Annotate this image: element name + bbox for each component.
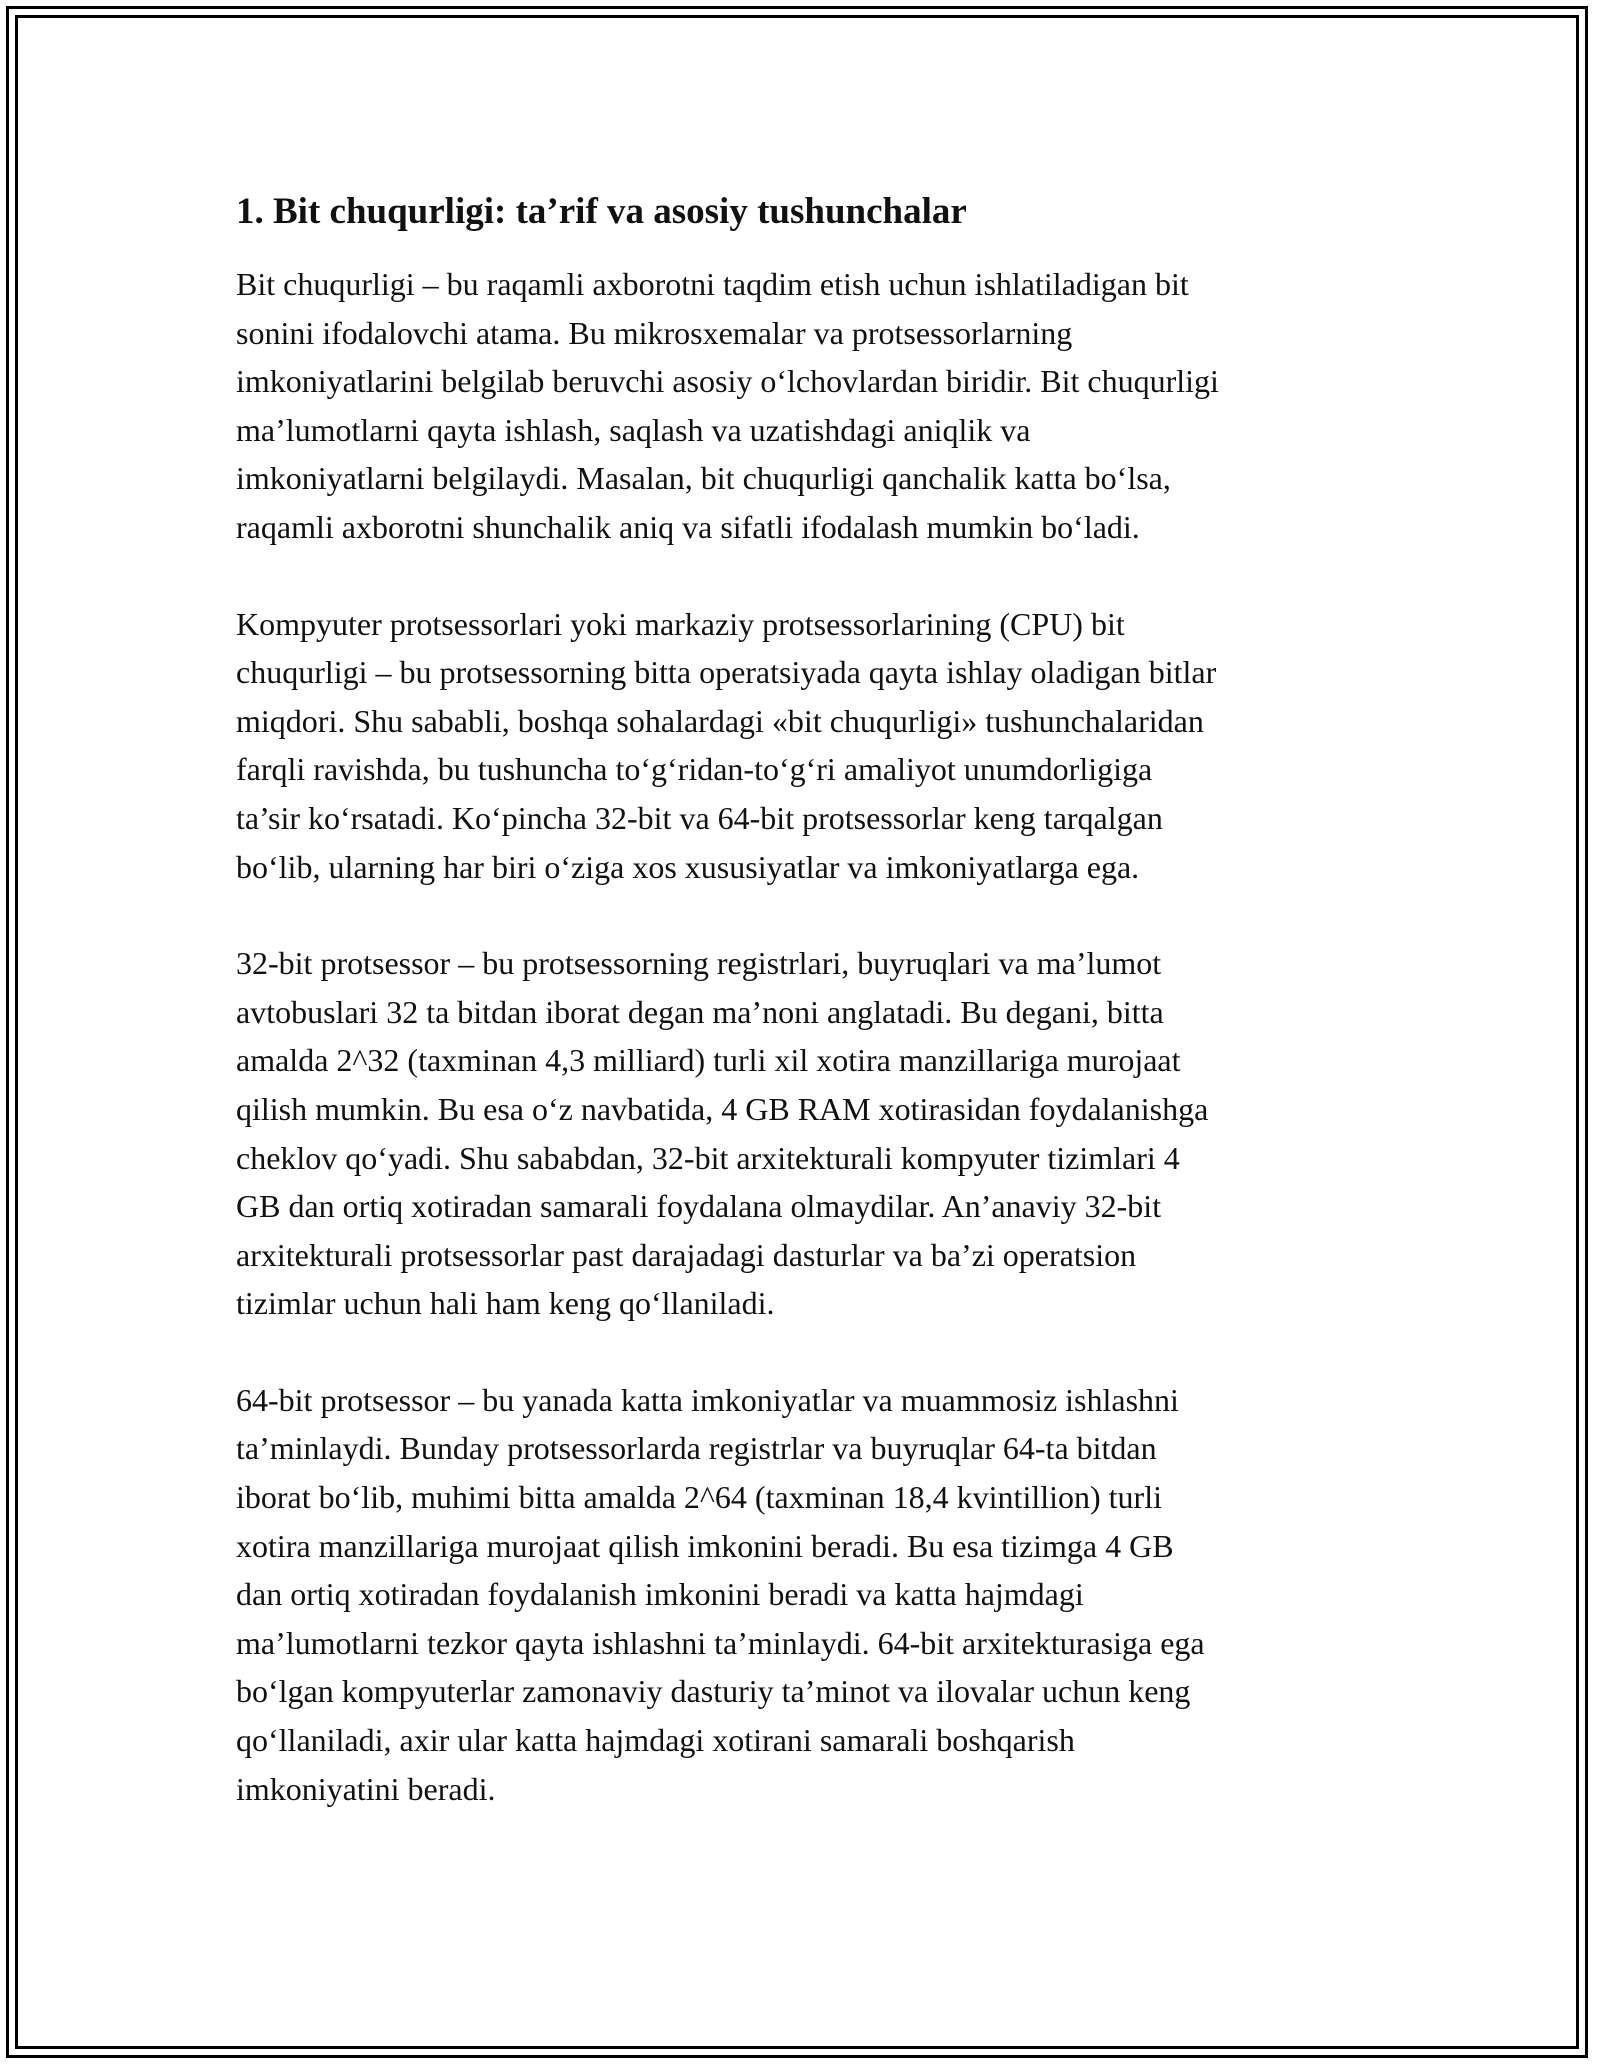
text-line: tizimlar uchun hali ham keng qo‘llaniladi. [236, 1285, 775, 1322]
text-line: raqamli axborotni shunchalik aniq va sifatli ifodalash mumkin bo‘ladi. [236, 508, 1140, 545]
paragraph-cpu-bit-depth [236, 600, 1376, 892]
text-line: bo‘lgan kompyuterlar zamonaviy dasturiy ta’minot va ilovalar uchun keng [236, 1673, 1191, 1710]
text-line: 32-bit protsessor – bu protsessorning registrlari, buyruqlari va ma’lumot [236, 945, 1162, 982]
paragraph-32-bit-processor [236, 939, 1376, 1328]
section-heading: 1. Bit chuqurligi: ta’rif va asosiy tushunchalar [236, 191, 967, 232]
text-line: iborat bo‘lib, muhimi bitta amalda 2^64 (taxminan 18,4 kvintillion) turli [236, 1479, 1162, 1516]
text-line: imkoniyatlarini belgilab beruvchi asosiy o‘lchovlardan biridir. Bit chuqurligi [236, 363, 1219, 400]
text-line: ta’sir ko‘rsatadi. Ko‘pincha 32-bit va 64-bit protsessorlar keng tarqalgan [236, 799, 1163, 836]
text-line: ma’lumotlarni qayta ishlash, saqlash va uzatishdagi aniqlik va [236, 411, 1031, 448]
paragraph-bit-depth-definition [236, 260, 1376, 552]
text-line: bo‘lib, ularning har biri o‘ziga xos xususiyatlar va imkoniyatlarga ega. [236, 848, 1140, 885]
text-line: chuqurligi – bu protsessorning bitta operatsiyada qayta ishlay oladigan bitlar [236, 654, 1217, 691]
text-line: ta’minlaydi. Bunday protsessorlarda registrlar va buyruqlar 64-ta bitdan [236, 1430, 1157, 1467]
text-line: dan ortiq xotiradan foydalanish imkonini beradi va katta hajmdagi [236, 1576, 1084, 1613]
text-line: 64-bit protsessor – bu yanada katta imkoniyatlar va muammosiz ishlashni [236, 1381, 1179, 1418]
text-line: arxitekturali protsessorlar past darajadagi dasturlar va ba’zi operatsion [236, 1236, 1137, 1273]
text-line: amalda 2^32 (taxminan 4,3 milliard) turli xil xotira manzillariga murojaat [236, 1042, 1181, 1079]
text-line: miqdori. Shu sababli, boshqa sohalardagi «bit chuqurligi» tushunchalaridan [236, 702, 1204, 739]
text-line: qilish mumkin. Bu esa o‘z navbatida, 4 GB RAM xotirasidan foydalanishga [236, 1090, 1209, 1127]
text-line: ma’lumotlarni tezkor qayta ishlashni ta’minlaydi. 64-bit arxitekturasiga ega [236, 1624, 1205, 1661]
text-line: Kompyuter protsessorlari yoki markaziy protsessorlarining (CPU) bit [236, 605, 1125, 642]
text-line: avtobuslari 32 ta bitdan iborat degan ma’noni anglatadi. Bu degani, bitta [236, 993, 1164, 1030]
text-line: imkoniyatlarni belgilaydi. Masalan, bit chuqurligi qanchalik katta bo‘lsa, [236, 460, 1171, 497]
document-body [236, 188, 1376, 1861]
text-line: GB dan ortiq xotiradan samarali foydalana olmaydilar. An’anaviy 32-bit [236, 1188, 1162, 1225]
text-line: qo‘llaniladi, axir ular katta hajmdagi xotirani samarali boshqarish [236, 1722, 1075, 1759]
text-line: xotira manzillariga murojaat qilish imkonini beradi. Bu esa tizimga 4 GB [236, 1527, 1174, 1564]
text-line: imkoniyatini beradi. [236, 1770, 496, 1807]
text-line: farqli ravishda, bu tushuncha to‘g‘ridan-to‘g‘ri amaliyot unumdorligiga [236, 751, 1153, 788]
paragraph-64-bit-processor [236, 1376, 1376, 1813]
text-line: sonini ifodalovchi atama. Bu mikrosxemalar va protsessorlarning [236, 314, 1073, 351]
text-line: Bit chuqurligi – bu raqamli axborotni taqdim etish uchun ishlatiladigan bit [236, 266, 1189, 302]
text-line: cheklov qo‘yadi. Shu sababdan, 32-bit arxitekturali kompyuter tizimlari 4 [236, 1139, 1180, 1176]
